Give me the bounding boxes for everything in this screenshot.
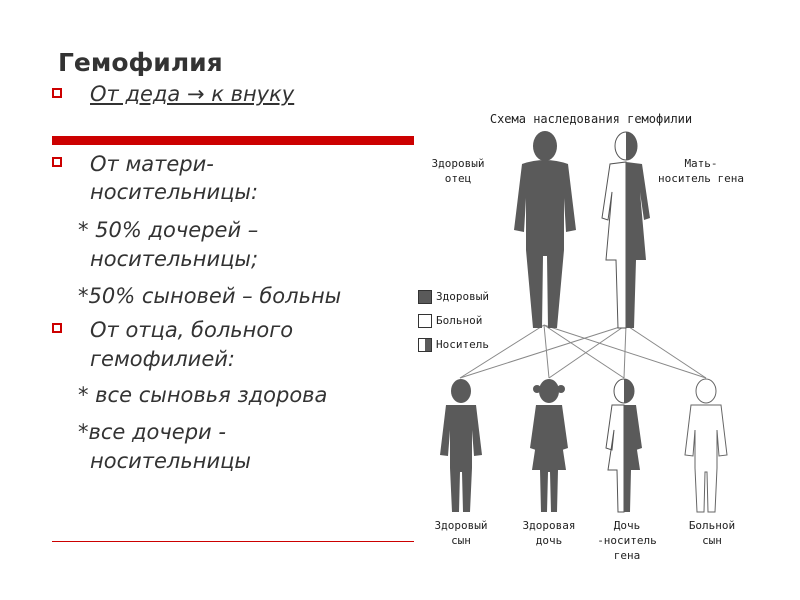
father-label: Здоровый отец: [431, 157, 485, 185]
sick-son-figure: [685, 379, 727, 512]
child-label: Здоровая дочь: [522, 519, 576, 547]
text-line: гемофилией:: [90, 347, 235, 371]
inheritance-diagram: [414, 100, 768, 568]
father-figure: [514, 131, 576, 328]
text-line: носительницы;: [90, 247, 259, 271]
text-line: *все дочери -: [78, 420, 226, 444]
text-line: * все сыновья здорова: [78, 383, 328, 407]
mother-figure: [602, 132, 650, 328]
child-label: Больной сын: [688, 519, 736, 547]
bullet-marker: [52, 88, 62, 98]
text-line: От деда → к внуку: [90, 82, 295, 106]
inheritance-lines: [460, 325, 706, 378]
mother-label: Мать- носитель гена: [657, 157, 745, 185]
text-line: носительницы: [90, 449, 251, 473]
bullet-marker: [52, 323, 62, 333]
figures-svg: [414, 100, 768, 568]
legend-box-healthy: [418, 290, 432, 304]
red-divider: [52, 136, 424, 145]
slide-title: Гемофилия: [58, 48, 223, 77]
carrier-daughter-figure: [606, 379, 642, 512]
healthy-daughter-figure: [530, 379, 568, 512]
text-line: *50% сыновей – больны: [78, 284, 342, 308]
healthy-son-figure: [440, 379, 482, 512]
text-line: От отца, больного: [90, 318, 294, 342]
child-label: Дочь -носитель гена: [597, 519, 657, 562]
legend-box-sick: [418, 314, 432, 328]
thin-divider: [52, 541, 432, 542]
text-line: * 50% дочерей –: [78, 218, 259, 242]
text-line: От матери-: [90, 152, 214, 176]
legend-label-carrier: Носитель: [436, 338, 489, 351]
bullet-marker: [52, 157, 62, 167]
legend-label-healthy: Здоровый: [436, 290, 489, 303]
diagram-title: Схема наследования гемофилии: [489, 112, 693, 126]
child-label: Здоровый сын: [434, 519, 488, 547]
legend-box-carrier: [418, 338, 432, 352]
legend-label-sick: Больной: [436, 314, 483, 327]
text-line: носительницы:: [90, 180, 259, 204]
